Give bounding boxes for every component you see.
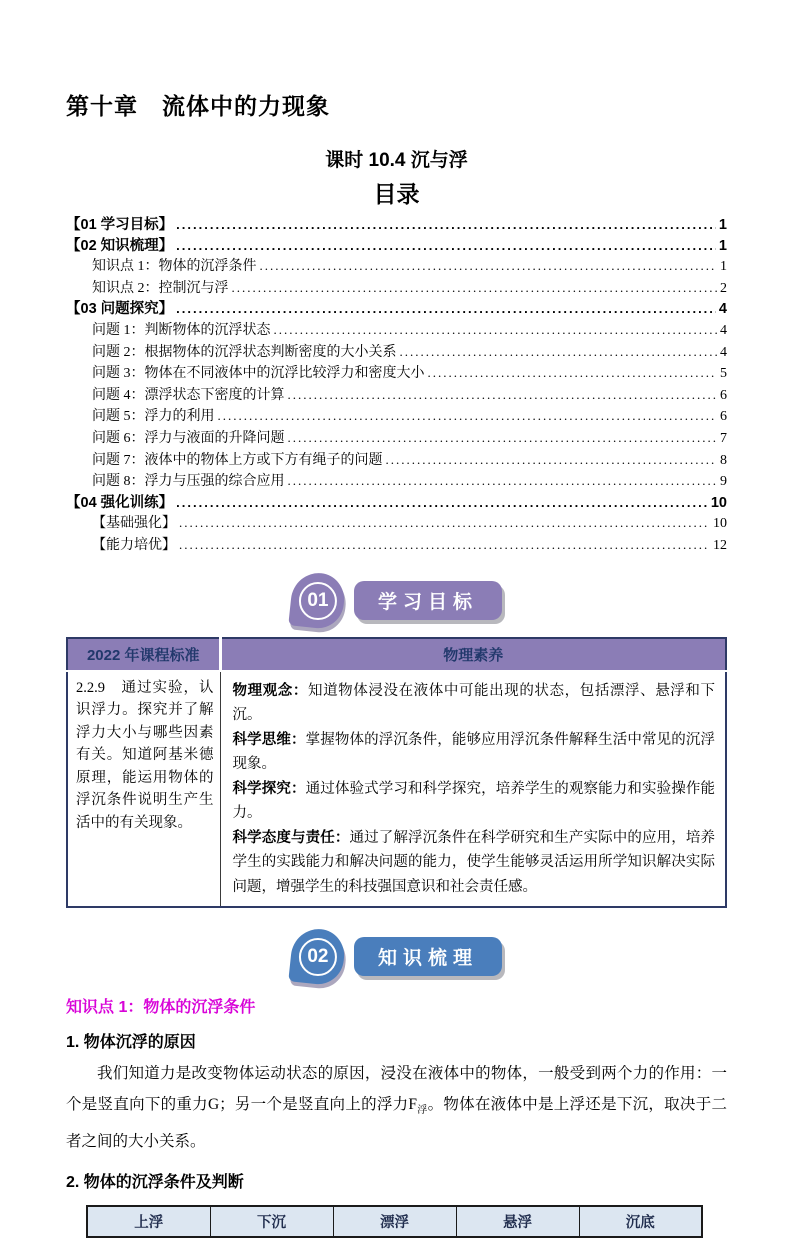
table-header-row	[67, 638, 726, 671]
literacy-item-label: 科学探究：	[232, 780, 306, 797]
toc-page-number: 6	[720, 409, 727, 425]
toc-entry	[66, 215, 727, 236]
toc-entry	[66, 535, 727, 557]
toc-entry	[66, 513, 727, 535]
toc-entry	[66, 406, 727, 428]
lesson-title: 课时 10.4 沉与浮	[325, 150, 468, 171]
toc-entry	[66, 471, 727, 493]
section-badge-learning-goals	[66, 572, 727, 630]
section-number-blob-icon	[288, 926, 346, 986]
toc-page-number: 2	[720, 280, 727, 296]
toc-entry	[66, 363, 727, 385]
literacy-item-text: 通过了解浮沉条件在科学研究和生产实际中的应用，培养学生的实践能力和解决问题的能力，使学生能够灵活运用所学知识解决实际问题，增强学生的科技强国意识和社会责任感。	[232, 829, 715, 895]
condition-header-cell: 上浮	[87, 1206, 210, 1237]
toc-entry-label: 【03 问题探究】	[66, 301, 174, 318]
toc-entry-label: 【能力培优】	[92, 537, 176, 553]
toc-entry-label: 知识点 1：物体的沉浮条件	[92, 259, 257, 275]
toc-entry-label: 【04 强化训练】	[66, 494, 174, 511]
toc-entry-label: 问题 1：判断物体的沉浮状态	[92, 322, 271, 338]
literacy-item-label: 科学态度与责任：	[232, 829, 350, 846]
toc-entry-label: 知识点 2：控制沉与浮	[92, 280, 229, 296]
condition-header-cell: 沉底	[579, 1206, 702, 1237]
toc-entry-label: 问题 2：根据物体的沉浮状态判断密度的大小关系	[92, 344, 397, 360]
toc-page-number: 8	[720, 452, 727, 468]
literacy-item	[233, 826, 716, 900]
toc-entry-label: 问题 4：漂浮状态下密度的计算	[92, 387, 285, 403]
toc-page-number: 4	[720, 322, 727, 338]
condition-header-cell: 下沉	[210, 1206, 333, 1237]
toc-entry-label: 问题 7：液体中的物体上方或下方有绳子的问题	[92, 452, 383, 468]
toc-page-number: 6	[720, 387, 727, 403]
toc-page-number: 9	[720, 474, 727, 490]
toc-dot-leader	[218, 406, 718, 428]
toc-dot-leader	[179, 535, 710, 557]
toc-dot-leader	[386, 450, 718, 472]
section-number: 02	[298, 937, 336, 975]
literacy-item-label: 科学思维：	[232, 731, 306, 748]
toc-dot-leader	[400, 342, 718, 364]
toc-entry	[66, 256, 727, 278]
table-header-row	[87, 1206, 702, 1237]
toc-page-number: 7	[720, 430, 727, 446]
toc-dot-leader	[260, 256, 718, 278]
toc-page-number: 10	[713, 516, 727, 532]
toc-dot-leader	[179, 513, 710, 535]
literacy-item-text: 通过体验式学习和科学探究，培养学生的观察能力和实验操作能力。	[232, 780, 715, 821]
toc-dot-leader	[274, 320, 718, 342]
toc-entry-label: 问题 3：物体在不同液体中的沉浮比较浮力和密度大小	[92, 366, 425, 382]
literacy-item-label: 物理观念：	[232, 682, 308, 699]
toc-entry	[66, 236, 727, 257]
standards-body-cell: 2.2.9 通过实验，认识浮力。探究并了解浮力大小与哪些因素有关。知道阿基米德原理，能运用物体的浮沉条件说明生产生活中的有关现象。	[67, 671, 220, 908]
knowledge-point-heading: 知识点 1：物体的沉浮条件	[66, 999, 256, 1016]
toc-entry	[66, 385, 727, 407]
section-badge-knowledge-review	[66, 927, 727, 985]
section-number: 01	[298, 582, 336, 620]
literacy-header-cell: 物理素养	[220, 638, 726, 671]
literacy-item-text: 知道物体浸没在液体中可能出现的状态，包括漂浮、悬浮和下沉。	[232, 682, 715, 723]
curriculum-standards-table	[66, 637, 727, 909]
literacy-item	[233, 679, 716, 728]
literacy-item	[233, 728, 716, 777]
toc-entry-label: 问题 6：浮力与液面的升降问题	[92, 430, 285, 446]
section-number-blob-icon	[288, 570, 346, 630]
toc-page-number: 4	[718, 301, 727, 318]
toc-entry-label: 【基础强化】	[92, 516, 176, 532]
toc-page-number: 10	[710, 494, 727, 511]
condition-header-cell: 漂浮	[333, 1206, 456, 1237]
toc-dot-leader	[288, 428, 718, 450]
toc-page-number: 5	[720, 366, 727, 382]
section-title-pill: 知识梳理	[354, 937, 502, 976]
literacy-item-text: 掌握物体的浮沉条件，能够应用浮沉条件解释生活中常见的沉浮现象。	[232, 731, 715, 772]
toc-entry	[66, 493, 727, 514]
sub-heading-2: 2. 物体的沉浮条件及判断	[66, 1174, 244, 1192]
paragraph-text: 。物体在液体中是上浮还是下沉，取决于二者之间的大小关系。	[66, 1096, 727, 1151]
toc-dot-leader	[176, 236, 716, 257]
literacy-body-cell	[220, 671, 726, 908]
section-title-pill: 学习目标	[354, 581, 502, 620]
toc-entry-label: 问题 5：浮力的利用	[92, 409, 215, 425]
chapter-title: 第十章 流体中的力现象	[66, 93, 330, 119]
toc-entry	[66, 450, 727, 472]
toc-entry-label: 【02 知识梳理】	[66, 237, 174, 254]
paragraph-text: 我们知道力是改变物体运动状态的原因，浸没在液体中的物体，一般受到两个力的作用：一个是竖直向下的重力G；另一个是竖直向上的浮力F	[66, 1065, 727, 1113]
table-of-contents	[66, 215, 727, 557]
toc-page-number: 4	[720, 344, 727, 360]
toc-dot-leader	[176, 299, 716, 320]
toc-dot-leader	[288, 471, 718, 493]
toc-entry	[66, 299, 727, 320]
toc-page-number: 1	[718, 237, 727, 254]
toc-page-number: 1	[718, 217, 727, 233]
toc-dot-leader	[232, 278, 718, 300]
toc-dot-leader	[176, 215, 716, 236]
toc-entry	[66, 342, 727, 364]
float-sink-conditions-table	[86, 1205, 703, 1238]
standards-header-cell: 2022 年课程标准	[67, 638, 220, 671]
toc-page-number: 1	[720, 259, 727, 275]
sub-heading-1: 1. 物体沉浮的原因	[66, 1034, 196, 1051]
buoyancy-subscript: 浮	[417, 1105, 428, 1117]
toc-entry-label: 问题 8：浮力与压强的综合应用	[92, 474, 285, 490]
toc-dot-leader	[288, 385, 718, 407]
toc-dot-leader	[428, 363, 718, 385]
literacy-item	[233, 777, 716, 826]
toc-entry	[66, 428, 727, 450]
body-paragraph	[66, 1058, 727, 1157]
toc-entry-label: 【01 学习目标】	[66, 217, 174, 233]
toc-dot-leader	[176, 493, 708, 514]
toc-entry	[66, 320, 727, 342]
toc-page-number: 12	[713, 537, 727, 553]
toc-entry	[66, 278, 727, 300]
condition-header-cell: 悬浮	[456, 1206, 579, 1237]
table-body-row	[67, 671, 726, 908]
toc-title: 目录	[373, 181, 420, 207]
